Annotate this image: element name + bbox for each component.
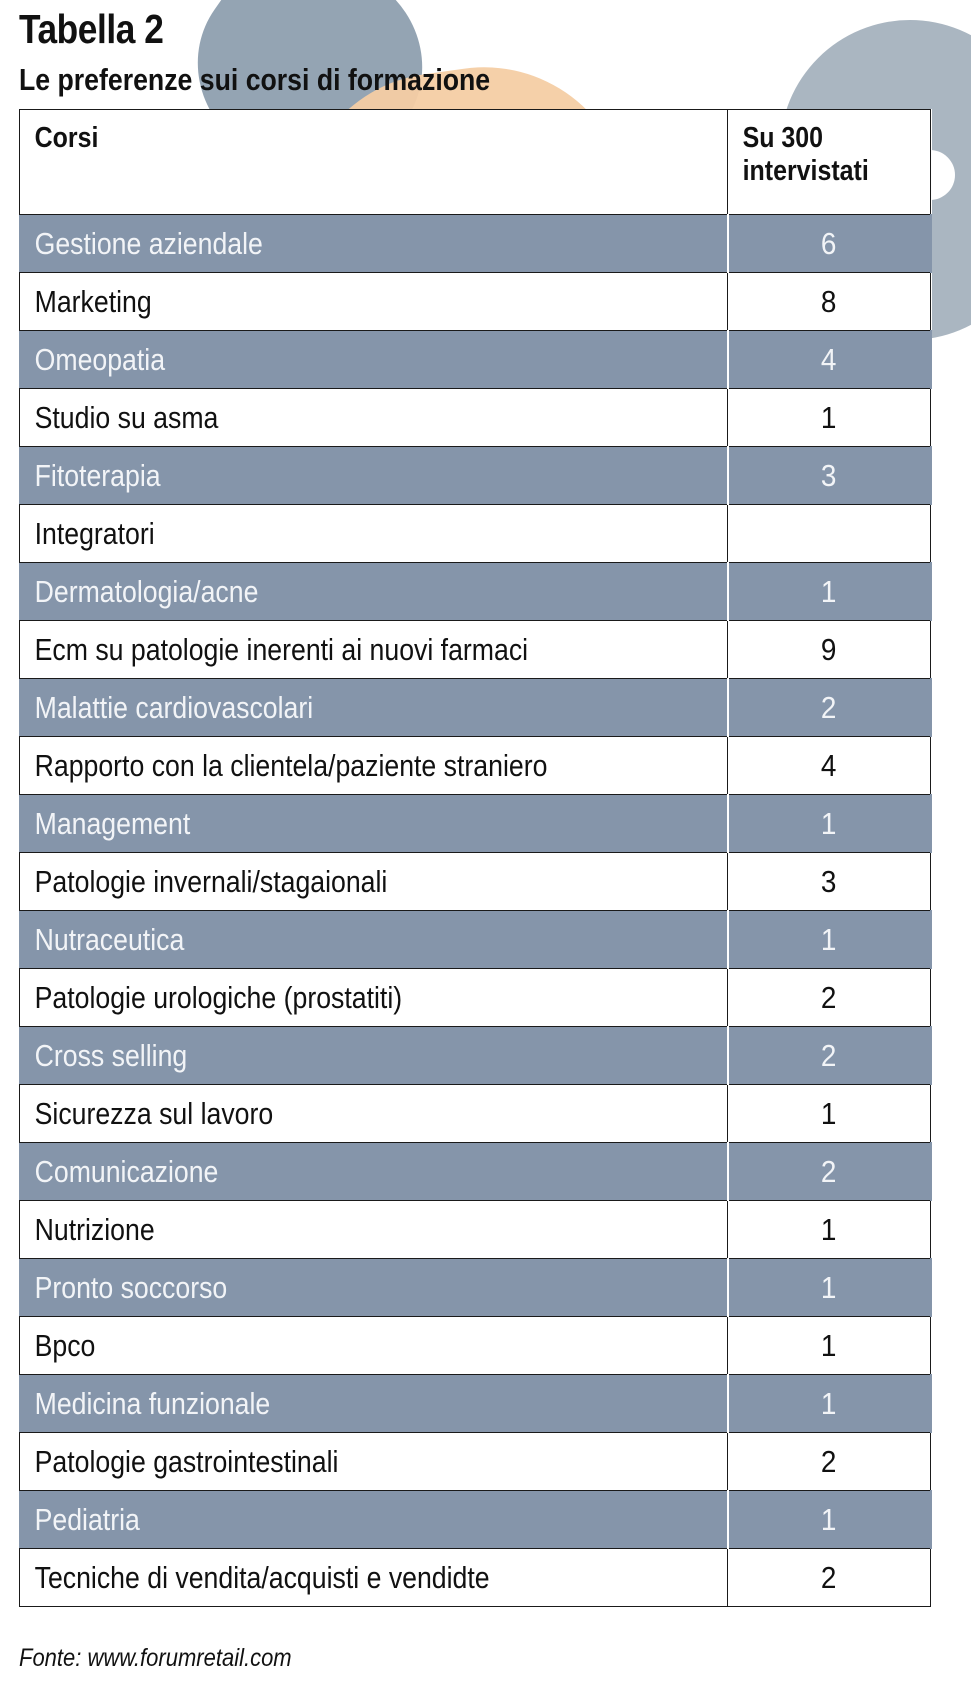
- course-name: Nutrizione: [34, 1211, 155, 1247]
- course-cell: [20, 389, 728, 447]
- count-value: 3: [821, 457, 837, 493]
- count-value: 1: [821, 921, 837, 957]
- column-header-count-line2: intervistati: [742, 155, 869, 187]
- table-row: [20, 1491, 931, 1549]
- count-value: 2: [821, 979, 837, 1015]
- course-name: Patologie gastrointestinali: [34, 1443, 339, 1479]
- course-name: Patologie urologiche (prostatiti): [34, 979, 403, 1015]
- count-value: 8: [821, 283, 837, 319]
- count-cell: [728, 1027, 931, 1085]
- count-cell: [728, 1143, 931, 1201]
- course-cell: [20, 1259, 728, 1317]
- count-cell: [728, 505, 931, 563]
- course-cell: [20, 215, 728, 273]
- count-value: 1: [821, 1385, 837, 1421]
- course-name: Integratori: [34, 515, 155, 551]
- count-value: 1: [821, 1211, 837, 1247]
- course-name: Fitoterapia: [34, 457, 161, 493]
- count-cell: [728, 737, 931, 795]
- courses-table: [19, 109, 932, 1607]
- course-cell: [20, 447, 728, 505]
- count-value: 4: [821, 341, 837, 377]
- count-cell: [728, 1201, 931, 1259]
- count-cell: [728, 1317, 931, 1375]
- course-name: Malattie cardiovascolari: [34, 689, 314, 725]
- count-value: 2: [821, 1443, 837, 1479]
- table-row: [20, 1375, 931, 1433]
- table-row: [20, 1143, 931, 1201]
- count-cell: [728, 331, 931, 389]
- count-value: 2: [821, 689, 837, 725]
- course-name: Management: [34, 805, 191, 841]
- course-name: Pediatria: [34, 1501, 140, 1537]
- count-value: 1: [821, 1327, 837, 1363]
- count-cell: [728, 795, 931, 853]
- course-name: Rapporto con la clientela/paziente straniero: [34, 747, 548, 783]
- count-value: 3: [821, 863, 837, 899]
- table-row: [20, 1317, 931, 1375]
- course-name: Pronto soccorso: [34, 1269, 228, 1305]
- course-cell: [20, 1491, 728, 1549]
- count-cell: [728, 389, 931, 447]
- count-cell: [728, 1549, 931, 1607]
- table-title: Tabella 2: [19, 6, 164, 52]
- column-header-count-line1: Su 300: [742, 122, 824, 154]
- table-row: [20, 505, 931, 563]
- table-row: [20, 1259, 931, 1317]
- table-row: [20, 215, 931, 273]
- count-cell: [728, 1433, 931, 1491]
- course-name: Nutraceutica: [34, 921, 185, 957]
- table-row: [20, 1085, 931, 1143]
- count-cell: [728, 1375, 931, 1433]
- count-cell: [728, 1085, 931, 1143]
- column-header-count: [728, 110, 931, 215]
- course-name: Patologie invernali/stagaionali: [34, 863, 388, 899]
- table-row: [20, 1027, 931, 1085]
- course-cell: [20, 737, 728, 795]
- column-header-courses-label: Corsi: [34, 122, 99, 154]
- count-value: 6: [821, 225, 837, 261]
- table-row: [20, 911, 931, 969]
- table-row: [20, 679, 931, 737]
- course-cell: [20, 505, 728, 563]
- count-cell: [728, 1259, 931, 1317]
- count-cell: [728, 911, 931, 969]
- table-row: [20, 621, 931, 679]
- course-name: Cross selling: [34, 1037, 188, 1073]
- course-cell: [20, 1317, 728, 1375]
- table-row: [20, 1433, 931, 1491]
- course-cell: [20, 1201, 728, 1259]
- table-row: [20, 969, 931, 1027]
- count-value: 2: [821, 1153, 837, 1189]
- table-row: [20, 273, 931, 331]
- count-cell: [728, 273, 931, 331]
- course-name: Bpco: [34, 1327, 96, 1363]
- course-cell: [20, 1375, 728, 1433]
- course-cell: [20, 1433, 728, 1491]
- course-cell: [20, 911, 728, 969]
- count-value: 4: [821, 747, 837, 783]
- course-cell: [20, 621, 728, 679]
- course-cell: [20, 679, 728, 737]
- count-cell: [728, 679, 931, 737]
- course-name: Dermatologia/acne: [34, 573, 259, 609]
- count-value: 1: [821, 805, 837, 841]
- course-cell: [20, 1549, 728, 1607]
- course-cell: [20, 795, 728, 853]
- count-cell: [728, 621, 931, 679]
- course-name: Medicina funzionale: [34, 1385, 271, 1421]
- count-cell: [728, 1491, 931, 1549]
- table-subtitle: Le preferenze sui corsi di formazione: [19, 62, 491, 97]
- table-row: [20, 331, 931, 389]
- count-cell: [728, 969, 931, 1027]
- course-cell: [20, 853, 728, 911]
- course-cell: [20, 563, 728, 621]
- column-header-courses: [20, 110, 728, 215]
- course-name: Sicurezza sul lavoro: [34, 1095, 274, 1131]
- column-header-count-label: [728, 110, 902, 188]
- table-row: [20, 853, 931, 911]
- table-row: [20, 389, 931, 447]
- course-cell: [20, 969, 728, 1027]
- course-name: Gestione aziendale: [34, 225, 263, 261]
- count-value: 1: [821, 1269, 837, 1305]
- course-name: Comunicazione: [34, 1153, 219, 1189]
- table-row: [20, 737, 931, 795]
- table-row: [20, 447, 931, 505]
- course-name: Omeopatia: [34, 341, 166, 377]
- course-cell: [20, 273, 728, 331]
- count-value: 2: [821, 1037, 837, 1073]
- count-cell: [728, 563, 931, 621]
- count-value: 1: [821, 1095, 837, 1131]
- table-body: [20, 215, 931, 1607]
- course-cell: [20, 1085, 728, 1143]
- count-value: 1: [821, 1501, 837, 1537]
- table-row: [20, 1201, 931, 1259]
- course-name: Tecniche di vendita/acquisti e vendidte: [34, 1559, 490, 1595]
- count-cell: [728, 853, 931, 911]
- source-note: Fonte: www.forumretail.com: [19, 1644, 292, 1672]
- count-value: 9: [821, 631, 837, 667]
- count-value: 1: [821, 399, 837, 435]
- table-header-row: [20, 110, 931, 215]
- course-name: Marketing: [34, 283, 152, 319]
- count-cell: [728, 215, 931, 273]
- course-cell: [20, 1027, 728, 1085]
- course-name: Ecm su patologie inerenti ai nuovi farmaci: [34, 631, 529, 667]
- count-cell: [728, 447, 931, 505]
- count-value: 1: [821, 573, 837, 609]
- course-cell: [20, 331, 728, 389]
- course-name: Studio su asma: [34, 399, 219, 435]
- course-cell: [20, 1143, 728, 1201]
- table-row: [20, 1549, 931, 1607]
- table-row: [20, 795, 931, 853]
- count-value: 2: [821, 1559, 837, 1595]
- table-row: [20, 563, 931, 621]
